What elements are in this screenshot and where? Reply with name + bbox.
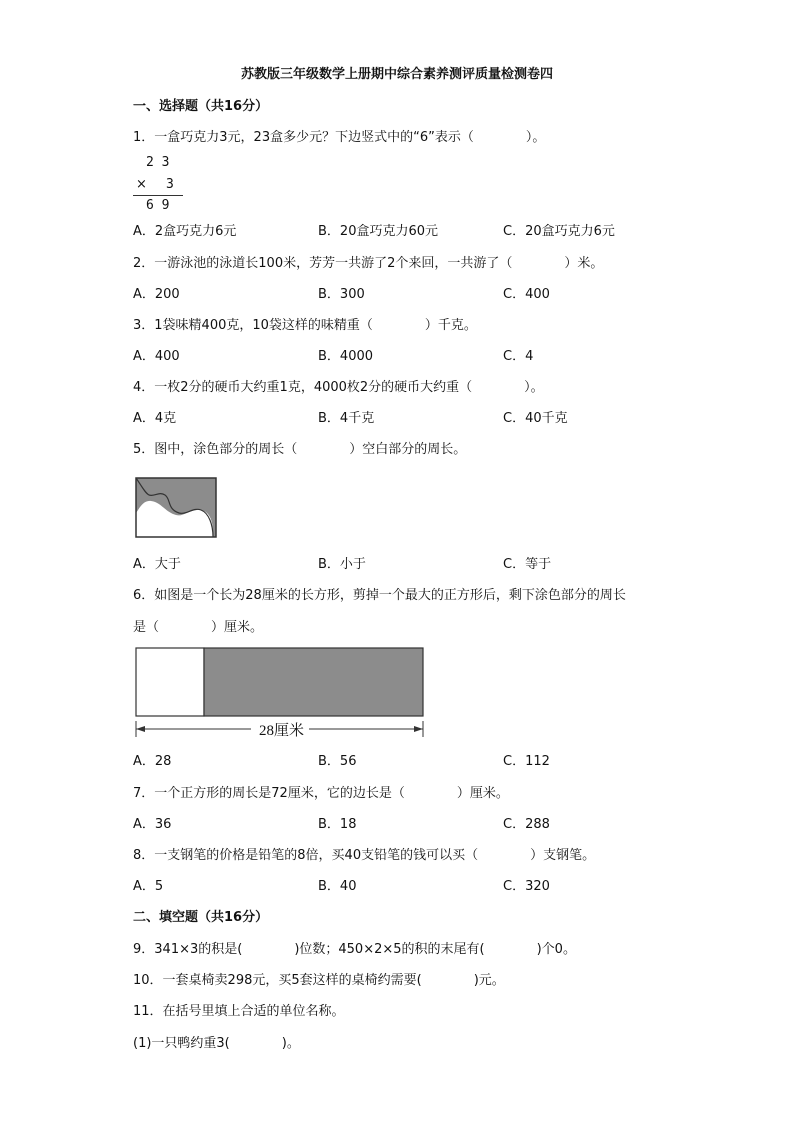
question-5-option-c: C．等于 [503, 557, 552, 572]
question-1-stem: 1．一盒巧克力3元，23盒多少元？下边竖式中的“6”表示（ ）。 [133, 130, 546, 145]
question-8-option-c: C．320 [503, 879, 550, 894]
question-7-option-b: B．18 [318, 817, 357, 832]
vertical-calc-row2: 3 [166, 177, 174, 192]
arrow-right [414, 726, 423, 732]
question-7-option-c: C．288 [503, 817, 550, 832]
section-heading-fill: 二、填空题（共16分） [133, 910, 269, 925]
question-1-option-b: B．20盒巧克力60元 [318, 224, 439, 239]
question-4-option-a: A．4克 [133, 411, 177, 426]
question-4-stem: 4．一枚2分的硬币大约重1克，4000枚2分的硬币大约重（ ）。 [133, 380, 544, 395]
question-6-option-b: B．56 [318, 754, 357, 769]
question-1-option-a: A．2盒巧克力6元 [133, 224, 237, 239]
shaded-region [136, 478, 216, 537]
question-11-stem: 11．在括号里填上合适的单位名称。 [133, 1004, 345, 1019]
question-8-option-b: B．40 [318, 879, 357, 894]
dimension-label: 28厘米 [259, 723, 305, 739]
question-5-option-b: B．小于 [318, 557, 366, 572]
question-2-option-c: C．400 [503, 287, 550, 302]
question-6-stem-line2: 是（ ）厘米。 [133, 620, 264, 635]
shaded-rectangle [204, 648, 423, 716]
question-11-sub1: (1)一只鸭约重3( )。 [133, 1036, 300, 1051]
vertical-calc-operator: × [136, 177, 147, 192]
question-3-option-c: C．4 [503, 349, 534, 364]
question-4-option-b: B．4千克 [318, 411, 375, 426]
question-3-option-b: B．4000 [318, 349, 374, 364]
question-4-option-c: C．40千克 [503, 411, 568, 426]
section-heading-choice: 一、选择题（共16分） [133, 99, 269, 114]
question-6-option-c: C．112 [503, 754, 550, 769]
question-6-stem-line1: 6．如图是一个长为28厘米的长方形，剪掉一个最大的正方形后，剩下涂色部分的周长 [133, 588, 626, 603]
question-8-option-a: A．5 [133, 879, 164, 894]
question-5-figure [135, 477, 217, 538]
question-7-option-a: A．36 [133, 817, 172, 832]
question-2-option-a: A．200 [133, 287, 180, 302]
vertical-calc-result: 6 9 [146, 198, 170, 213]
question-6-option-a: A．28 [133, 754, 172, 769]
question-8-stem: 8．一支钢笔的价格是铅笔的8倍，买40支铅笔的钱可以买（ ）支钢笔。 [133, 848, 596, 863]
question-1-option-c: C．20盒巧克力6元 [503, 224, 615, 239]
question-5-option-a: A．大于 [133, 557, 181, 572]
question-9-stem: 9．341×3的积是( )位数；450×2×5的积的末尾有( )个0。 [133, 942, 576, 957]
question-2-option-b: B．300 [318, 287, 365, 302]
arrow-left [136, 726, 145, 732]
vertical-calc-line [133, 195, 183, 196]
page-title: 苏教版三年级数学上册期中综合素养测评质量检测卷四 [240, 67, 553, 82]
question-7-stem: 7．一个正方形的周长是72厘米，它的边长是（ ）厘米。 [133, 786, 509, 801]
question-3-stem: 3．1袋味精400克，10袋这样的味精重（ ）千克。 [133, 318, 477, 333]
question-10-stem: 10．一套桌椅卖298元，买5套这样的桌椅约需要( )元。 [133, 973, 505, 988]
question-3-option-a: A．400 [133, 349, 180, 364]
question-5-stem: 5．图中，涂色部分的周长（ ）空白部分的周长。 [133, 442, 467, 457]
vertical-calc-row1: 2 3 [146, 155, 170, 170]
cut-square [136, 648, 204, 716]
question-2-stem: 2．一游泳池的泳道长100米，芳芳一共游了2个来回，一共游了（ ）米。 [133, 256, 604, 271]
